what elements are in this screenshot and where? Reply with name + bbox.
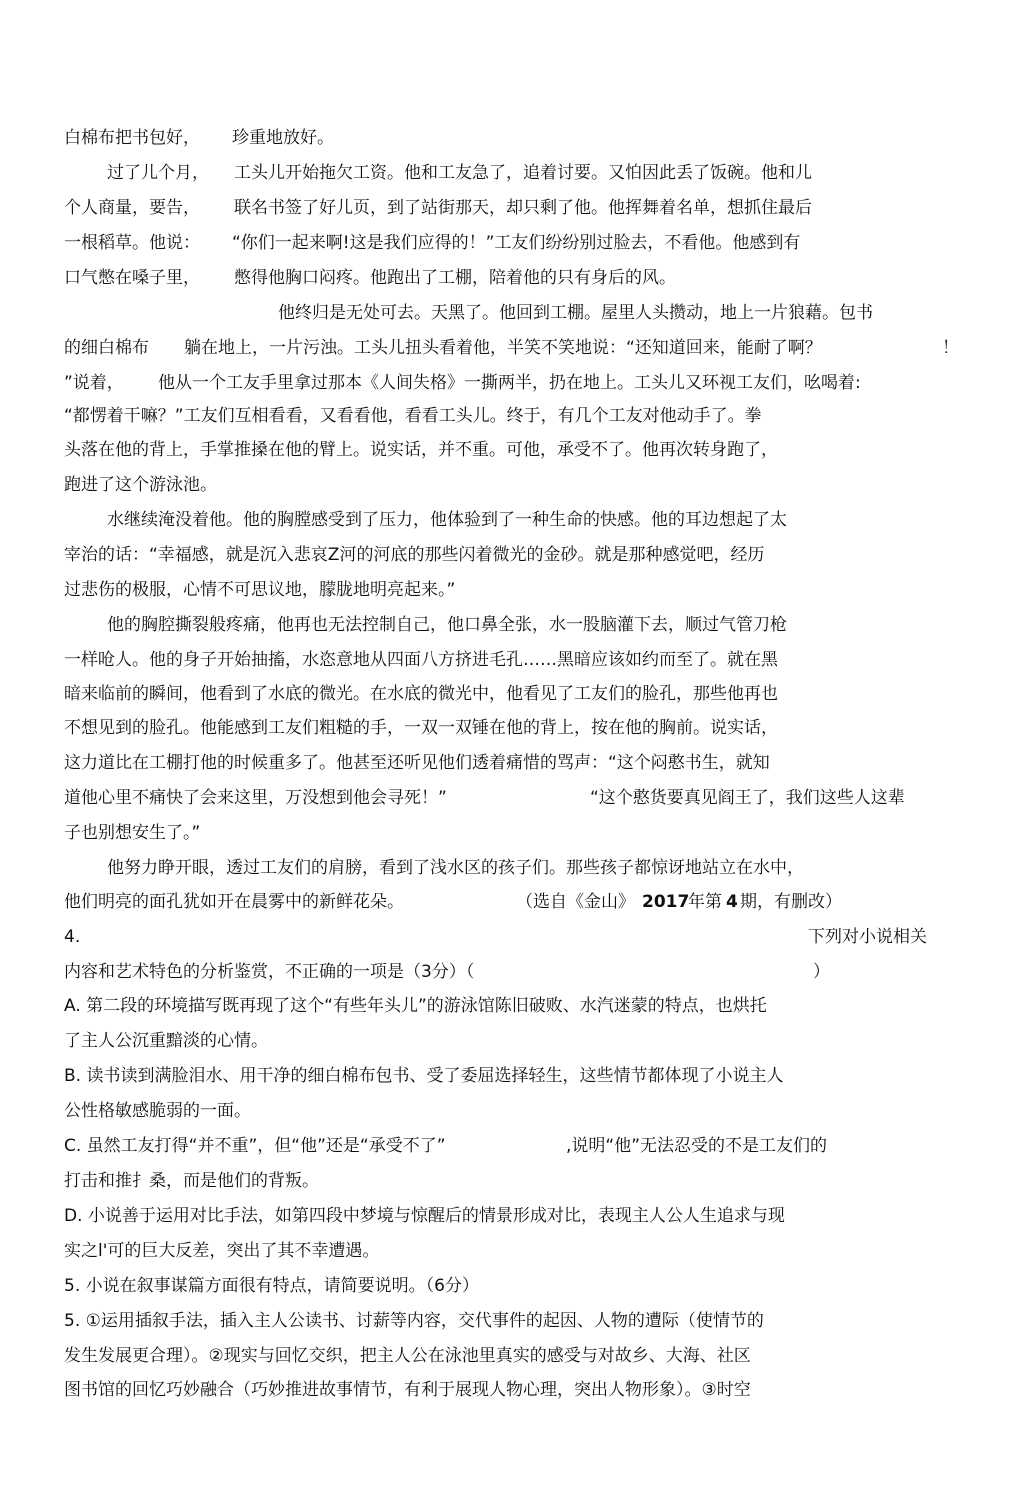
text-segment: 了主人公沉重黯淡的心情。	[64, 1031, 268, 1051]
text-segment: 一样呛人。他的身子开始抽搐，水恣意地从四面八方挤进毛孔……黑暗应该如约而至了。就在黑	[64, 650, 778, 670]
text-segment: 4.	[64, 927, 81, 947]
text-segment: 宰治的话：“幸福感，就是沉入悲哀Z河的河底的那些闪着微光的金砂。就是那种感觉吧，经历	[64, 545, 765, 565]
text-segment: 口气憋在嗓子里，	[64, 268, 200, 288]
text-segment: “你们一起来啊!这是我们应得的！”工友们纷纷别过脸去，不看他。他感到有	[232, 233, 801, 253]
text-segment: 个人商量，要告，	[64, 198, 200, 218]
text-segment: ,说明“他”无法忍受的不是工友们的	[566, 1136, 828, 1156]
text-segment: 年第	[688, 892, 722, 912]
text-segment: 期，有删改）	[740, 892, 842, 912]
text-segment: 实之l'可的巨大反差，突出了其不幸遭遇。	[64, 1241, 380, 1261]
text-segment: 暗来临前的瞬间，他看到了水底的微光。在水底的微光中，他看见了工友们的脸孔，那些他再也	[64, 684, 778, 704]
text-segment: C. 虽然工友打得“并不重”，但“他”还是“承受不了”	[64, 1136, 446, 1156]
text-segment: 他的胸腔撕裂般疼痛，他再也无法控制自己，他口鼻全张，水一股脑灌下去，顺过气管刀枪	[107, 615, 787, 635]
text-segment: 过悲伤的极服，心情不可思议地，朦胧地明亮起来。”	[64, 580, 456, 600]
text-segment: 联名书签了好儿页，到了站街那天，却只剩了他。他挥舞着名单，想抓住最后	[234, 198, 812, 218]
text-segment: 4	[726, 892, 738, 912]
text-segment: “都愣着干嘛？”工友们互相看看，又看看他，看看工头儿。终于，有几个工友对他动手了。拳	[64, 406, 762, 426]
text-segment: 水继续淹没着他。他的胸膛感受到了压力，他体验到了一种生命的快感。他的耳边想起了太	[107, 510, 787, 530]
text-segment: 子也别想安生了。”	[64, 823, 201, 843]
text-segment: 这力道比在工棚打他的时候重多了。他甚至还听见他们透着痛惜的骂声：“这个闷憨书生，就知	[64, 753, 770, 773]
text-segment: 白棉布把书包好，	[64, 128, 200, 148]
text-segment: 5. ①运用插叙手法，插入主人公读书、讨薪等内容，交代事件的起因、人物的遭际（使情节的	[64, 1311, 764, 1331]
text-segment: 下列对小说相关	[808, 927, 927, 947]
text-segment: 工头儿开始拖欠工资。他和工友急了，追着讨要。又怕因此丢了饭碗。他和儿	[234, 163, 812, 183]
text-segment: 珍重地放好。	[232, 128, 334, 148]
text-segment: 发生发展更合理）。②现实与回忆交织，把主人公在泳池里真实的感受与对故乡、大海、社区	[64, 1346, 751, 1366]
text-segment: 他终归是无处可去。天黑了。他回到工棚。屋里人头攒动，地上一片狼藉。包书	[278, 303, 873, 323]
text-segment: 2017	[642, 892, 690, 912]
text-segment: 跑进了这个游泳池。	[64, 475, 217, 495]
text-segment: D. 小说善于运用对比手法，如第四段中梦境与惊醒后的情景形成对比，表现主人公人生追求与现	[64, 1206, 785, 1226]
text-segment: ”说着，	[64, 373, 124, 393]
text-segment: 图书馆的回忆巧妙融合（巧妙推进故事情节，有利于展现人物心理，突出人物形象）。③时空	[64, 1380, 751, 1400]
text-segment: 躺在地上，一片污浊。工头儿扭头看着他，半笑不笑地说：“还知道回来，能耐了啊？	[184, 338, 822, 358]
text-segment: 头落在他的背上，手掌推搡在他的臂上。说实话，并不重。可他，承受不了。他再次转身跑了，	[64, 440, 778, 460]
text-segment: （选自《金山》	[516, 892, 635, 912]
text-segment: A. 第二段的环境描写既再现了这个“有些年头儿”的游泳馆陈旧破败、水汽迷蒙的特点，也烘托	[64, 996, 767, 1016]
text-segment: 内容和艺术特色的分析鉴赏，不正确的一项是（3分）（	[64, 962, 475, 982]
text-segment: 他从一个工友手里拿过那本《人间失格》一撕两半，扔在地上。工头儿又环视工友们，吆喝着:	[158, 373, 861, 393]
text-segment: ）	[813, 962, 830, 982]
text-segment: 道他心里不痛快了会来这里，万没想到他会寻死！”	[64, 788, 447, 808]
text-segment: 打击和推扌桑，而是他们的背叛。	[64, 1171, 319, 1191]
text-segment: 过了儿个月，	[107, 163, 209, 183]
text-segment: “这个憨货要真见阎王了，我们这些人这辈	[590, 788, 905, 808]
text-segment: 5. 小说在叙事谋篇方面很有特点，请简要说明。（6分）	[64, 1276, 479, 1296]
text-segment: 一根稻草。他说：	[64, 233, 200, 253]
text-segment: 公性格敏感脆弱的一面。	[64, 1101, 251, 1121]
text-segment: 憋得他胸口闷疼。他跑出了工棚，陪着他的只有身后的风。	[234, 268, 676, 288]
text-segment: 的细白棉布	[64, 338, 149, 358]
text-segment: 他们明亮的面孔犹如开在晨雾中的新鲜花朵。	[64, 892, 404, 912]
text-segment: 不想见到的脸孔。他能感到工友们粗糙的手，一双一双锤在他的背上，按在他的胸前。说实话，	[64, 718, 778, 738]
text-segment: 他努力睁开眼，透过工友们的肩膀，看到了浅水区的孩子们。那些孩子都惊讶地站立在水中，	[107, 858, 804, 878]
text-segment: ！	[942, 338, 959, 358]
text-segment: B. 读书读到满脸泪水、用干净的细白棉布包书、受了委屈选择轻生，这些情节都体现了小说主人	[64, 1066, 784, 1086]
